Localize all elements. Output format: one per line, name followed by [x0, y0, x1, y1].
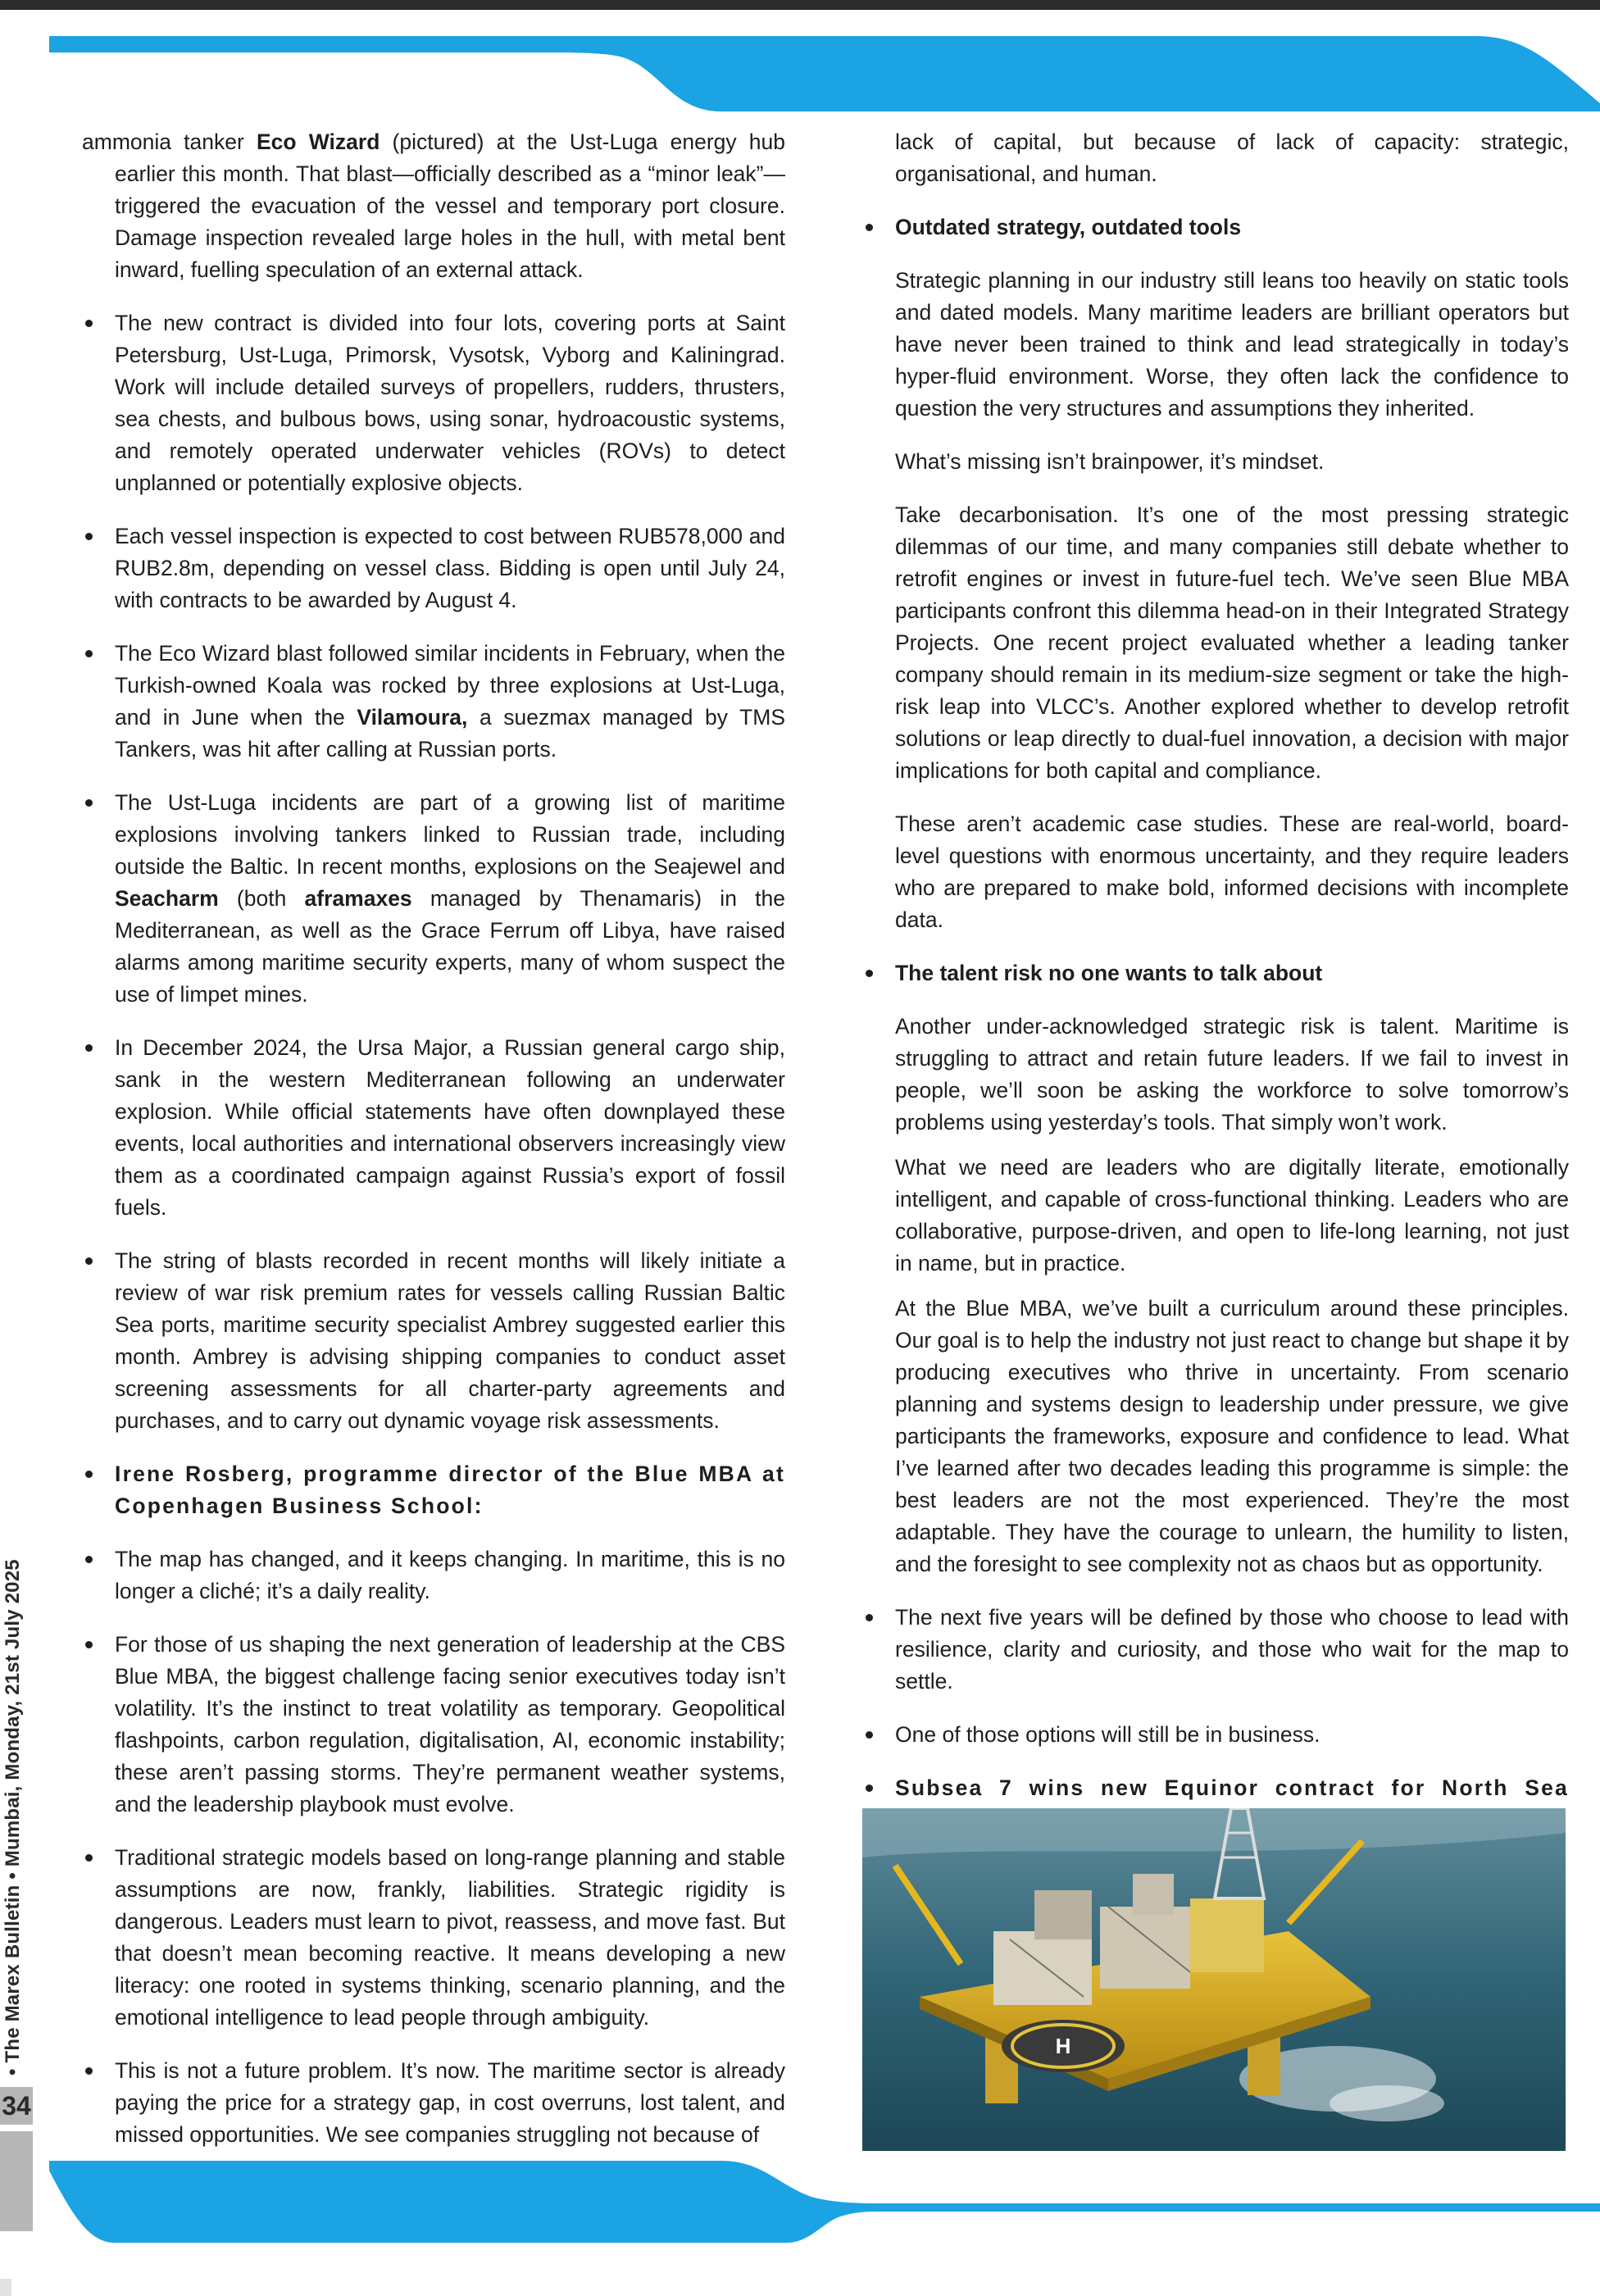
top-dark-bar	[0, 0, 1600, 10]
offshore-platform-photo	[862, 1808, 1566, 2151]
publication-side-label: • The Marex Bulletin • Mumbai, Monday, 21st July 2025	[2, 1559, 24, 2075]
bullet-inspection-cost: Each vessel inspection is expected to cost between RUB578,000 and RUB2.8m, depending on vessel class. Bidding is open until July 24, with contracts to be awarded by August 4.	[82, 521, 785, 616]
offshore-platform-illustration	[862, 1808, 1566, 2151]
heading-talent-risk: The talent risk no one wants to talk about	[862, 957, 1569, 989]
side-gray-strip	[0, 2131, 33, 2231]
bullet-subsea7-heading: Subsea 7 wins new Equinor contract for North Sea	[862, 1772, 1569, 1836]
heading-outdated-strategy: Outdated strategy, outdated tools	[862, 211, 1569, 243]
bottom-blue-wave-banner	[49, 2161, 1600, 2243]
continued-paragraph: lack of capital, but because of lack of capacity: strategic, organisational, and human.	[895, 130, 1569, 186]
paragraph-talent: Another under-acknowledged strategic risk is talent. Maritime is struggling to attract and retain future leaders. If we fail to invest in people, we’ll soon be asking the workforce to solve tomorrow’s problems using yesterday’s tools. That simply won’t work.	[895, 1014, 1569, 1134]
helipad-letter: H	[1055, 2034, 1071, 2058]
bullet-contract-lots: The new contract is divided into four lots, covering ports at Saint Petersburg, Ust-Luga, Primorsk, Vysotsk, Vyborg and Kaliningrad. Work will include detailed surveys of propellers, rudders, thrusters, sea chests, and bulbous bows, using sonar, hydroacoustic systems, and remotely operated underwater vehicles (ROVs) to detect unplanned or potentially explosive objects.	[82, 307, 785, 499]
paragraph-leaders-needed: What we need are leaders who are digitally literate, emotionally intelligent, and capable of cross-functional thinking. Leaders who are collaborative, purpose-driven, and open to life-long learning, not just in name, but in practice.	[895, 1155, 1569, 1275]
paragraph-academic-case-studies: These aren’t academic case studies. These are real-world, board-level questions with enormous uncertainty, and they require leaders who are prepared to make bold, informed decisions with incomplete data.	[895, 812, 1569, 932]
bullet-future-problem: This is not a future problem. It’s now. The maritime sector is already paying the price for a strategy gap, in cost overruns, lost talent, and missed opportunities. We see companies struggling not because of	[82, 2055, 785, 2151]
corner-tick	[0, 2279, 11, 2296]
bullet-ursa-major: In December 2024, the Ursa Major, a Russian general cargo ship, sank in the western Mediterranean following an underwater explosion. While official statements have often downplayed these events, local authorities and international observers increasingly view them as a coordinated campaign against Russia’s export of fossil fuels.	[82, 1032, 785, 1224]
right-column	[895, 126, 1569, 1857]
paragraph-strategic-planning: Strategic planning in our industry still leans too heavily on static tools and dated models. Many maritime leaders are brilliant operators but have never been trained to think and lead strategically in today’s hyper-fluid environment. Worse, they often lack the confidence to question the very structures and assumptions they inherited.	[895, 268, 1569, 421]
bullet-eco-wizard-blast: The Eco Wizard blast followed similar incidents in February, when the Turkish-owned Koala was rocked by three explosions at Ust-Luga, and in June when the Vilamoura, a suezmax managed by TMS Tankers, was hit after calling at Russian ports.	[82, 638, 785, 766]
paragraph-mindset: What’s missing isn’t brainpower, it’s mindset.	[895, 449, 1325, 474]
bullet-ust-luga-incidents: The Ust-Luga incidents are part of a growing list of maritime explosions involving tankers linked to Russian trade, including outside the Baltic. In recent months, explosions on the Seajewel and Seacharm (both aframaxes managed by Thenamaris) in the Mediterranean, as well as the Grace Ferrum off Libya, have raised alarms among maritime security experts, many of whom suspect the use of limpet mines.	[82, 787, 785, 1011]
page-number: 34	[0, 2087, 33, 2125]
paragraph-decarbonisation: Take decarbonisation. It’s one of the most pressing strategic dilemmas of our time, and many companies still debate whether to retrofit engines or invest in future-fuel tech. We’ve seen Blue MBA participants confront this dilemma head-on in their Integrated Strategy Projects. One recent project evaluated whether a leading tanker company should remain in its medium-size segment or take the high-risk leap into VLCC’s. Another explored whether to develop retrofit solutions or leap directly to dual-fuel innovation, a decision with major implications for both capital and compliance.	[895, 502, 1569, 783]
bullet-map-changed: The map has changed, and it keeps changing. In maritime, this is no longer a cliché; it’s a daily reality.	[82, 1544, 785, 1607]
left-column	[82, 126, 785, 2172]
top-blue-wave-banner	[49, 36, 1600, 111]
bullet-irene-rosberg-heading: Irene Rosberg, programme director of the Blue MBA at Copenhagen Business School:	[82, 1458, 785, 1522]
bullet-one-option: One of those options will still be in business.	[862, 1719, 1569, 1751]
bullet-war-risk-premium: The string of blasts recorded in recent months will likely initiate a review of war risk premium rates for vessels calling Russian Baltic Sea ports, maritime security specialist Ambrey suggested earlier this month. Ambrey is advising shipping companies to conduct asset screening assessments for all charter-party agreements and purchases, and to carry out dynamic voyage risk assessments.	[82, 1245, 785, 1437]
bullet-traditional-models: Traditional strategic models based on long-range planning and stable assumptions are now, frankly, liabilities. Strategic rigidity is dangerous. Leaders must learn to pivot, reassess, and move fast. But that doesn’t mean becoming reactive. It means developing a new literacy: one rooted in systems thinking, scenario planning, and the emotional intelligence to lead people through ambiguity.	[82, 1842, 785, 2034]
bullet-next-five-years: The next five years will be defined by those who choose to lead with resilience, clarity and curiosity, and those who wait for the map to settle.	[862, 1602, 1569, 1698]
bullet-cbs-blue-mba: For those of us shaping the next generation of leadership at the CBS Blue MBA, the biggest challenge facing senior executives today isn’t volatility. It’s the instinct to treat volatility as temporary. Geopolitical flashpoints, carbon regulation, digitalisation, AI, economic instability; these aren’t passing storms. They’re permanent weather systems, and the leadership playbook must evolve.	[82, 1629, 785, 1821]
paragraph-curriculum: At the Blue MBA, we’ve built a curriculum around these principles. Our goal is to help the industry not just react to change but shape it by producing executives who thrive in uncertainty. From scenario planning and systems design to leadership under pressure, we give participants the frameworks, exposure and confidence to lead. What I’ve learned after two decades leading this programme is simple: the best leaders are not the most experienced. They’re the most adaptable. They have the courage to unlearn, the humility to listen, and the foresight to see complexity not as chaos but as opportunity.	[895, 1296, 1569, 1576]
intro-paragraph: ammonia tanker Eco Wizard (pictured) at the Ust-Luga energy hub earlier this month. That blast—officially described as a “minor leak”—triggered the evacuation of the vessel and temporary port closure. Damage inspection revealed large holes in the hull, with metal bent inward, fuelling speculation of an external attack.	[82, 130, 786, 282]
